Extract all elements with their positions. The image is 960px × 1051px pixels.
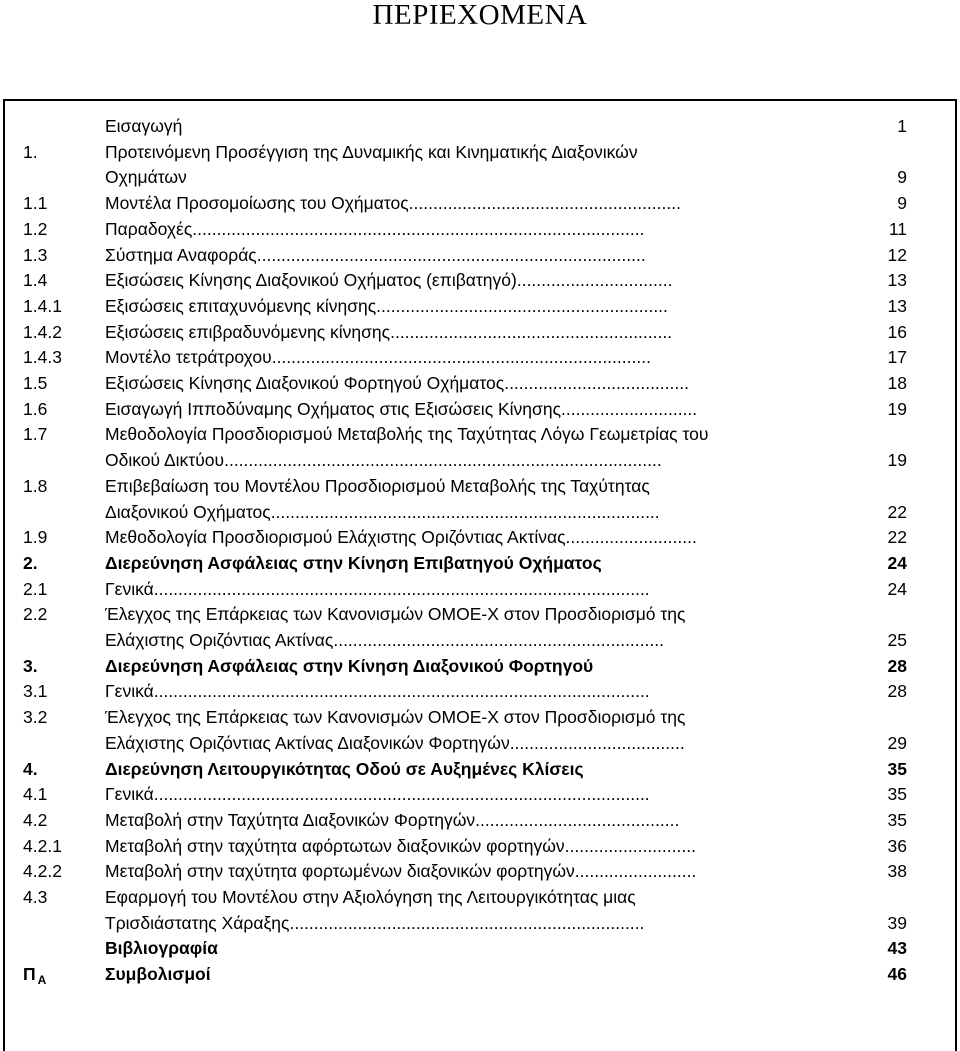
toc-entry-page: 19 [887, 398, 907, 419]
toc-entry-title: Διερεύνηση Λειτουργικότητας Οδού σε Αυξημένες Κλίσεις [105, 758, 584, 779]
toc-entry-title: Διαξονικού Οχήματος................................................................................ [105, 501, 660, 522]
toc-entry-title: Σύστημα Αναφοράς................................................................................ [105, 244, 646, 265]
toc-entry-page: 9 [897, 193, 907, 214]
toc-entry-number: 1.7 [23, 424, 48, 445]
toc-entry-number: 1.1 [23, 193, 48, 214]
toc-entry-number: 2.1 [23, 578, 48, 599]
toc-entry-number-subscript: Α [37, 973, 47, 988]
toc-entry-number: 1.4 [23, 270, 48, 291]
toc-entry-title: Οδικού Δικτύου.......................................................................................... [105, 450, 662, 471]
toc-entry-number: 1.4.1 [23, 295, 62, 316]
toc-entry-title: Μοντέλο τετράτροχου.............................................................................. [105, 347, 651, 368]
toc-entry-page: 13 [887, 270, 907, 291]
toc-entry-title: Μεθοδολογία Προσδιορισμού Μεταβολής της Ταχύτητας Λόγω Γεωμετρίας του [105, 424, 709, 445]
toc-entry-page: 39 [887, 912, 907, 933]
toc-entry-page: 35 [887, 758, 907, 779]
toc-entry-title: Μοντέλα Προσομοίωσης του Οχήματος........................................................ [105, 193, 681, 214]
toc-entry-title: Γενικά...................................................................................................... [105, 784, 650, 805]
toc-entry-number: 1.4.3 [23, 347, 62, 368]
toc-entry-number: 3.1 [23, 681, 48, 702]
page-title: ΠΕΡΙΕΧΟΜΕΝΑ [372, 0, 588, 31]
toc-entry-title: Γενικά...................................................................................................... [105, 681, 650, 702]
toc-entry-title: Βιβλιογραφία [105, 938, 218, 959]
toc-entry-number: 1.5 [23, 373, 48, 393]
toc-entry-number: 3.2 [23, 707, 48, 728]
toc-entry-page: 36 [887, 835, 907, 856]
toc-entry-title: Εξισώσεις Κίνησης Διαξονικού Φορτηγού Οχήματος...................................... [105, 373, 689, 393]
toc-entry-title: Εισαγωγή Ιπποδύναμης Οχήματος στις Εξισώσεις Κίνησης............................ [105, 398, 698, 419]
toc-entry-title: Συμβολισμοί [105, 964, 211, 985]
toc-entry-number: 2. [23, 552, 38, 573]
toc-entry-number: 1.3 [23, 244, 48, 265]
toc-entry-page: 35 [887, 784, 907, 805]
toc-entry-page: 9 [897, 167, 907, 188]
toc-entry-title: Τρισδιάστατης Χάραξης......................................................................... [105, 912, 645, 933]
toc-entry-page: 46 [887, 964, 907, 985]
toc-entry-number: 1.6 [23, 398, 48, 419]
toc-entry-title: Εφαρμογή του Μοντέλου στην Αξιολόγηση της Λειτουργικότητας μιας [105, 887, 636, 907]
toc-entry-title: Εξισώσεις επιταχυνόμενης κίνησης............................................................ [105, 295, 668, 316]
toc-entry-page: 24 [887, 552, 907, 573]
toc-entry-page: 43 [887, 938, 907, 959]
toc-entry-page: 19 [887, 450, 907, 471]
toc-entry-number: 4. [23, 758, 38, 779]
toc-entry-page: 28 [887, 681, 907, 702]
toc-entry-title: Μεθοδολογία Προσδιορισμού Ελάχιστης Οριζόντιας Ακτίνας........................... [105, 527, 697, 548]
toc-entry-page: 13 [887, 295, 907, 316]
toc-entry-page: 25 [887, 630, 907, 650]
toc-entry-title: Παραδοχές............................................................................................. [105, 218, 645, 239]
toc-entry-title: Διερεύνηση Ασφάλειας στην Κίνηση Επιβατηγού Οχήματος [105, 552, 602, 573]
toc-entry-title: Εξισώσεις επιβραδυνόμενης κίνησης.......................................................... [105, 321, 673, 342]
toc-entry-title: Διερεύνηση Ασφάλειας στην Κίνηση Διαξονικού Φορτηγού [105, 655, 594, 676]
toc-entry-page: 18 [887, 373, 907, 393]
toc-entry-number: Π $_A$ [23, 964, 47, 988]
toc-entry-title: Μεταβολή στην ταχύτητα αφόρτωτων διαξονικών φορτηγών........................... [105, 835, 696, 856]
toc-entry-title: Γενικά...................................................................................................... [105, 578, 650, 599]
toc-entry-number: 4.2.2 [23, 861, 62, 882]
toc-entry-number: 4.2.1 [23, 835, 62, 856]
toc-entry-page: 12 [887, 244, 907, 265]
toc-entry-number: 2.2 [23, 604, 48, 625]
toc-entry-number: 4.2 [23, 809, 48, 830]
toc-entry-page: 29 [887, 732, 907, 753]
toc-entry-page: 38 [887, 861, 907, 882]
toc-entry-page: 22 [887, 527, 907, 548]
toc-entry-number: 4.1 [23, 784, 48, 805]
toc-entry-page: 16 [887, 321, 907, 342]
toc-entry-title: Μεταβολή στην ταχύτητα φορτωμένων διαξονικών φορτηγών......................... [105, 861, 697, 882]
toc-entry-page: 1 [897, 116, 907, 136]
toc-entry-title: Έλεγχος της Επάρκειας των Κανονισμών ΟΜΟΕ-Χ στον Προσδιορισμό της [105, 604, 686, 625]
toc-entry-page: 11 [888, 218, 907, 239]
toc-entry-title: Μεταβολή στην Ταχύτητα Διαξονικών Φορτηγών.......................................... [105, 809, 680, 830]
toc-entry-number: 1.8 [23, 475, 48, 496]
toc-entry-title: Προτεινόμενη Προσέγγιση της Δυναμικής και Κινηματικής Διαξονικών [105, 141, 638, 162]
toc-entry-number: 4.3 [23, 887, 48, 907]
toc-entry-number: 1.2 [23, 218, 48, 239]
toc-entry-page: 22 [887, 501, 907, 522]
toc-entry-title: Οχημάτων [105, 167, 187, 188]
toc-entry-number: 1.9 [23, 527, 48, 548]
toc-entry-title: Επιβεβαίωση του Μοντέλου Προσδιορισμού Μεταβολής της Ταχύτητας [105, 475, 650, 496]
toc-entry-title: Εξισώσεις Κίνησης Διαξονικού Οχήματος (επιβατηγό)................................ [105, 270, 673, 291]
toc-entry-title: Έλεγχος της Επάρκειας των Κανονισμών ΟΜΟΕ-Χ στον Προσδιορισμό της [105, 707, 686, 728]
toc-entry-page: 28 [887, 655, 907, 676]
toc-entry-title: Εισαγωγή [105, 116, 183, 136]
toc-entry-number: 3. [23, 655, 38, 676]
toc-entry-title: Ελάχιστης Οριζόντιας Ακτίνας.................................................................... [105, 630, 664, 650]
toc-entry-page: 24 [887, 578, 907, 599]
toc-entry-page: 17 [887, 347, 907, 368]
toc-entry-number: 1.4.2 [23, 321, 62, 342]
toc-entry-title: Ελάχιστης Οριζόντιας Ακτίνας Διαξονικών Φορτηγών.................................... [105, 732, 685, 753]
toc-entry-number: 1. [23, 141, 38, 162]
toc-entry-page: 35 [887, 809, 907, 830]
